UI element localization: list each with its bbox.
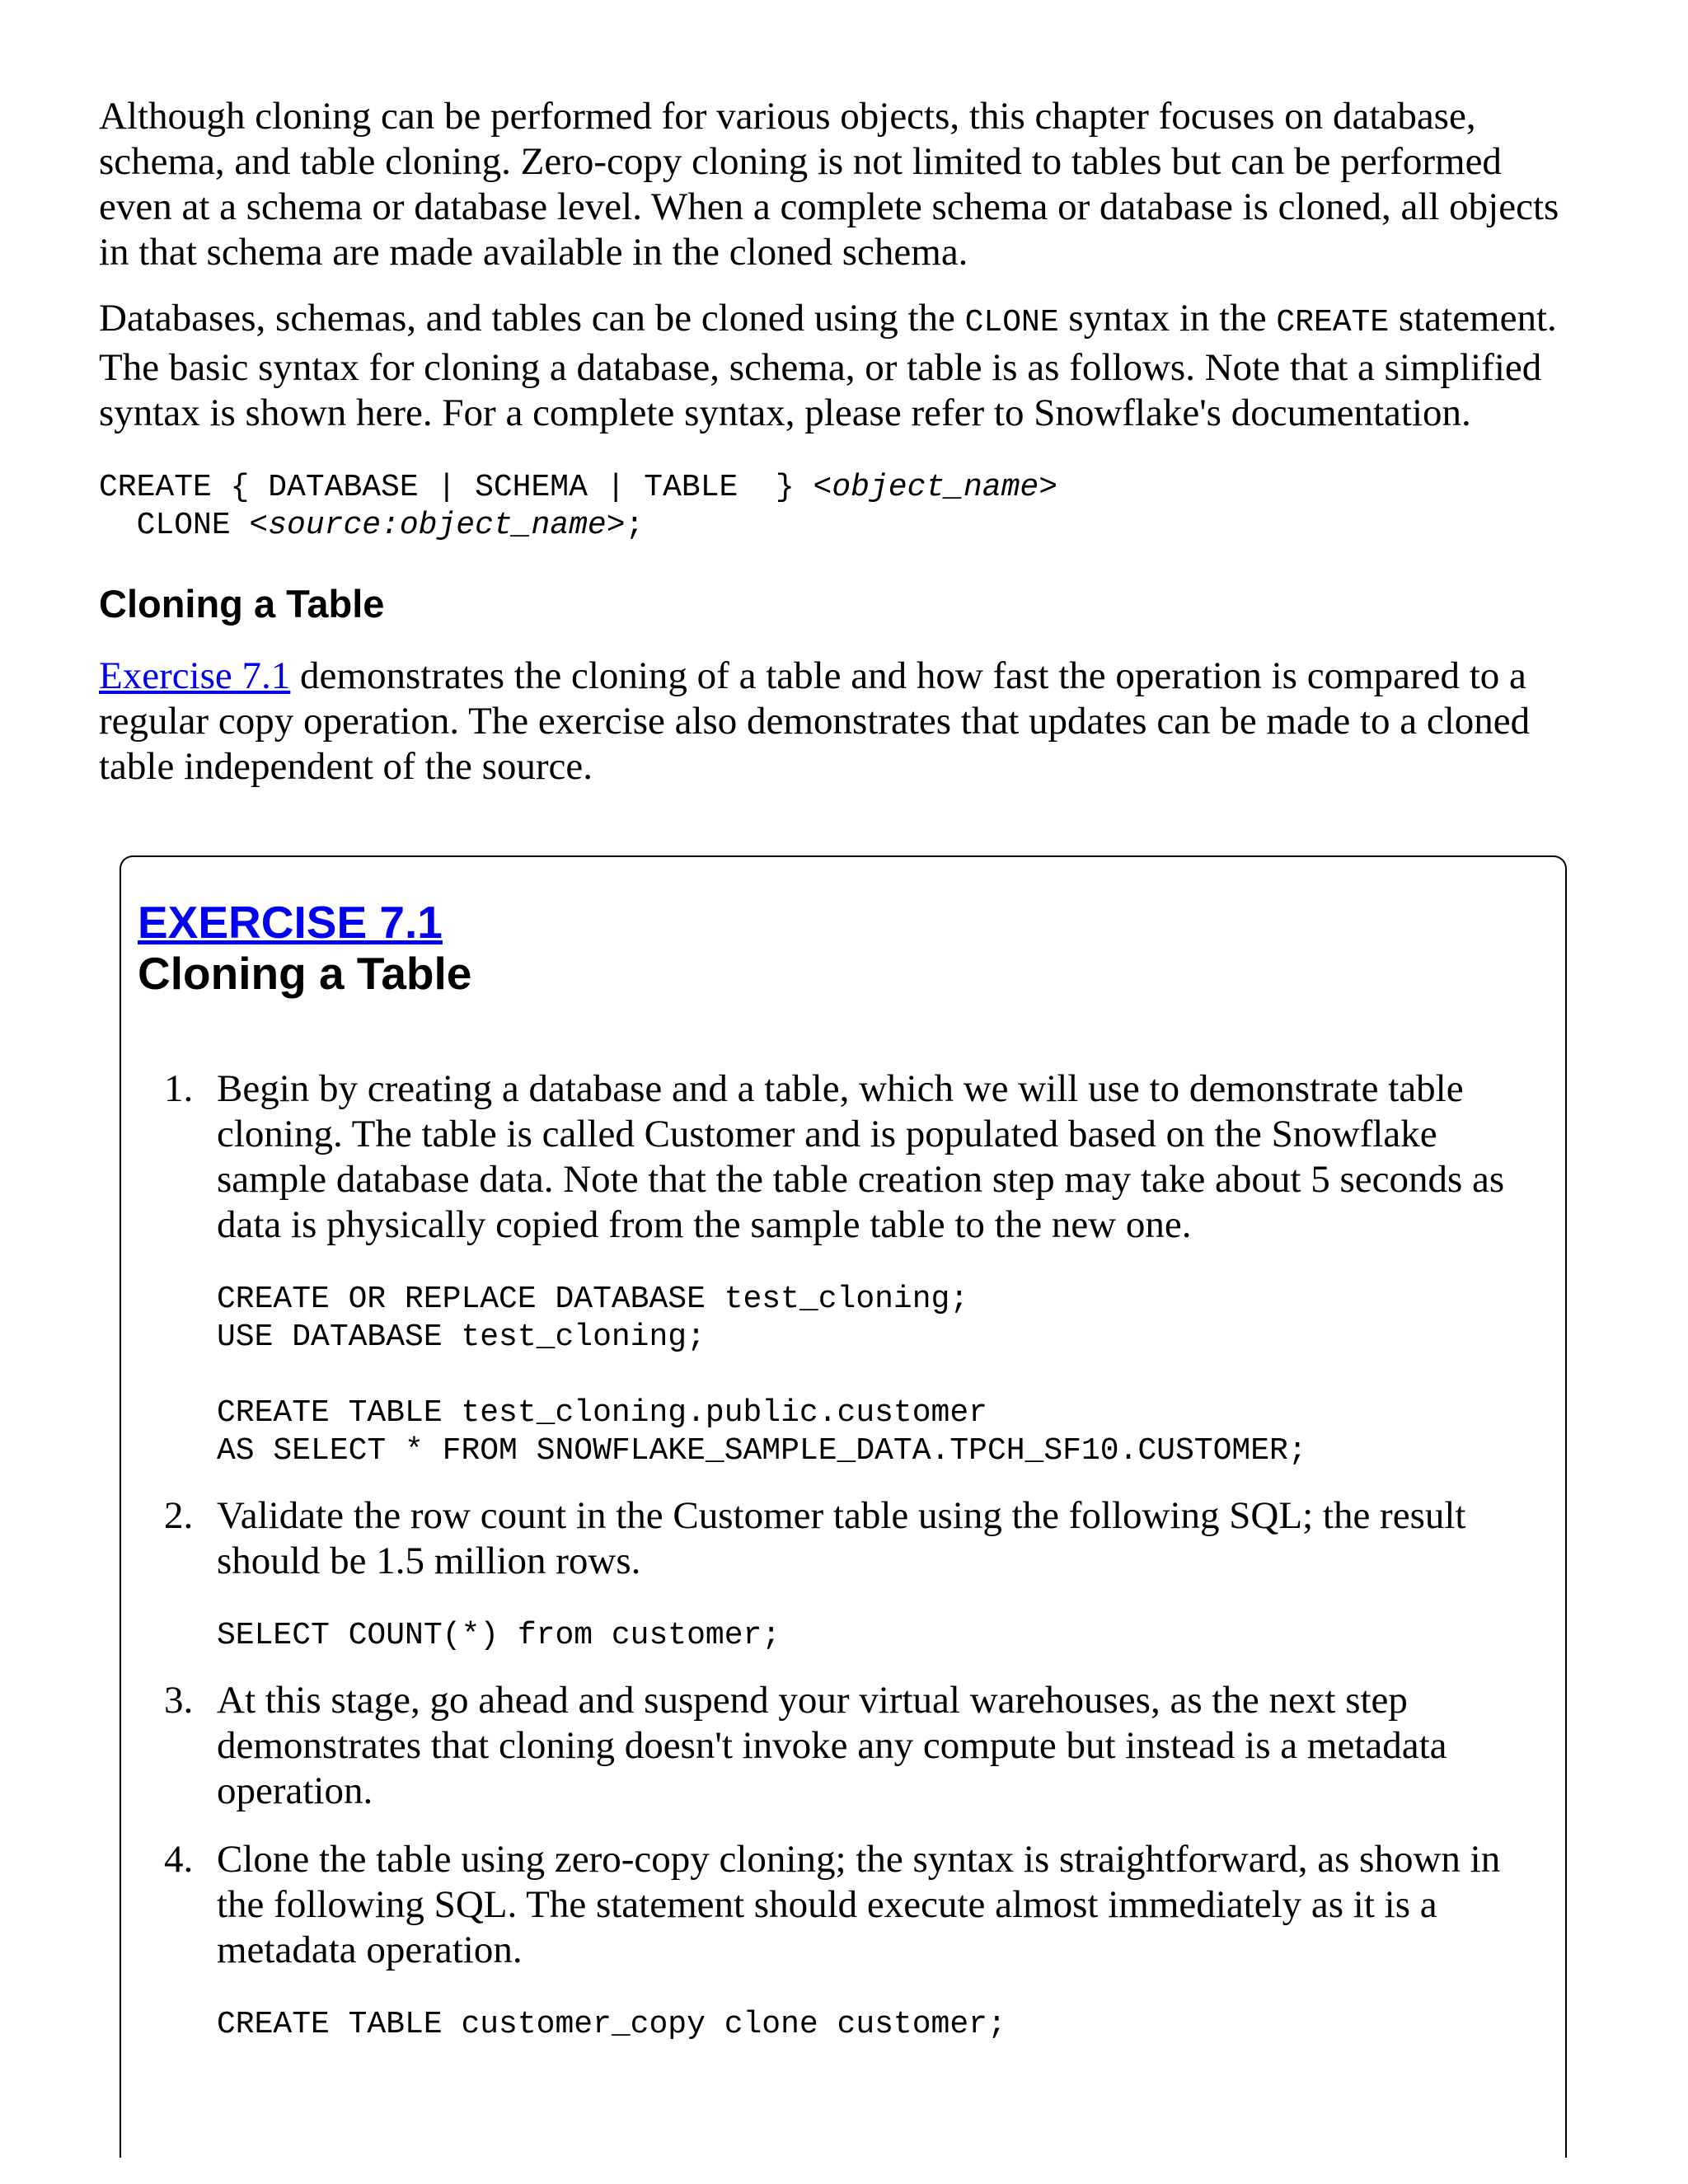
step-text: Validate the row count in the Customer table using the following SQL; the result should be 1.5 million rows. [217, 1494, 1466, 1582]
exercise-steps-list [138, 1066, 1539, 2044]
step-number: 3. [164, 1679, 194, 1722]
syntax-line-2 [99, 507, 1582, 545]
intro-paragraph-2-text-c: statement. The basic syntax for cloning a database, schema, or table is as follows. Note that a simplified syntax is shown here. For a complete syntax, please refer to Snowflake's documentation. [99, 297, 1557, 434]
exercise-box [120, 855, 1567, 2158]
syntax-line-1-suffix: > [1039, 470, 1058, 505]
exercise-title: Cloning a Table [138, 948, 472, 999]
code-line: CREATE TABLE customer_copy clone customer; [217, 2007, 1006, 2042]
syntax-line-2-suffix: >; [606, 508, 645, 543]
step-code-block [217, 1617, 1539, 1655]
clone-syntax-code-block [99, 469, 1582, 545]
exercise-step [138, 1066, 1539, 1470]
step-text: Clone the table using zero-copy cloning; the syntax is straightforward, as shown in the following SQL. The statement should execute almost immediately as it is a metadata operation. [217, 1838, 1501, 1971]
exercise-step [138, 1678, 1539, 1814]
inline-code-create: CREATE [1276, 305, 1390, 340]
step-text: Begin by creating a database and a table, which we will use to demonstrate table cloning. The table is called Customer and is populated based on the Snowflake sample database data. Note that the table creation step may take about 5 seconds as data is physically copied from the sample table to the new one. [217, 1067, 1505, 1246]
exercise-link[interactable]: Exercise 7.1 [99, 654, 291, 697]
section-paragraph [99, 654, 1582, 790]
step-code-block [217, 1281, 1539, 1470]
step-number: 2. [164, 1494, 194, 1537]
exercise-step [138, 1493, 1539, 1655]
syntax-line-1-placeholder: object_name [832, 470, 1039, 505]
syntax-line-1 [99, 469, 1582, 507]
section-heading: Cloning a Table [99, 582, 385, 626]
intro-paragraph-2-text-b: syntax in the [1058, 297, 1277, 340]
step-code-block [217, 2006, 1539, 2044]
section-paragraph-text: demonstrates the cloning of a table and how fast the operation is compared to a regular copy operation. The exercise also demonstrates that updates can be made to a cloned table independent of the source. [99, 654, 1531, 788]
step-number: 1. [164, 1067, 194, 1110]
inline-code-clone: CLONE [964, 305, 1059, 340]
intro-paragraph-2-text-a: Databases, schemas, and tables can be cloned using the [99, 297, 965, 340]
syntax-line-1-prefix: CREATE { DATABASE | SCHEMA | TABLE } < [99, 470, 832, 505]
intro-paragraph-2 [99, 296, 1582, 436]
intro-paragraph-1: Although cloning can be performed for various objects, this chapter focuses on database, schema, and table cloning. Zero-copy cloning is not limited to tables but can be performed even at a schema or database level. When a complete schema or database is cloned, all objects in that schema are made available in the cloned schema. [99, 95, 1559, 274]
code-line: CREATE TABLE test_cloning.public.customer [217, 1395, 987, 1431]
step-number: 4. [164, 1838, 194, 1881]
code-line: AS SELECT * FROM SNOWFLAKE_SAMPLE_DATA.TPCH_SF10.CUSTOMER; [217, 1433, 1307, 1469]
step-text: At this stage, go ahead and suspend your virtual warehouses, as the next step demonstrates that cloning doesn't invoke any compute but instead is a metadata operation. [217, 1679, 1447, 1812]
code-line: SELECT COUNT(*) from customer; [217, 1618, 781, 1653]
code-line: USE DATABASE test_cloning; [217, 1319, 706, 1355]
code-line: CREATE OR REPLACE DATABASE test_cloning; [217, 1282, 969, 1317]
syntax-line-2-prefix: CLONE < [99, 508, 269, 543]
code-blank-line [217, 1357, 1539, 1394]
exercise-content [138, 897, 1539, 2067]
exercise-label-link[interactable]: EXERCISE 7.1 [138, 897, 443, 948]
syntax-line-2-placeholder: source:object_name [268, 508, 607, 543]
exercise-step [138, 1837, 1539, 2044]
page-content [99, 94, 1582, 810]
